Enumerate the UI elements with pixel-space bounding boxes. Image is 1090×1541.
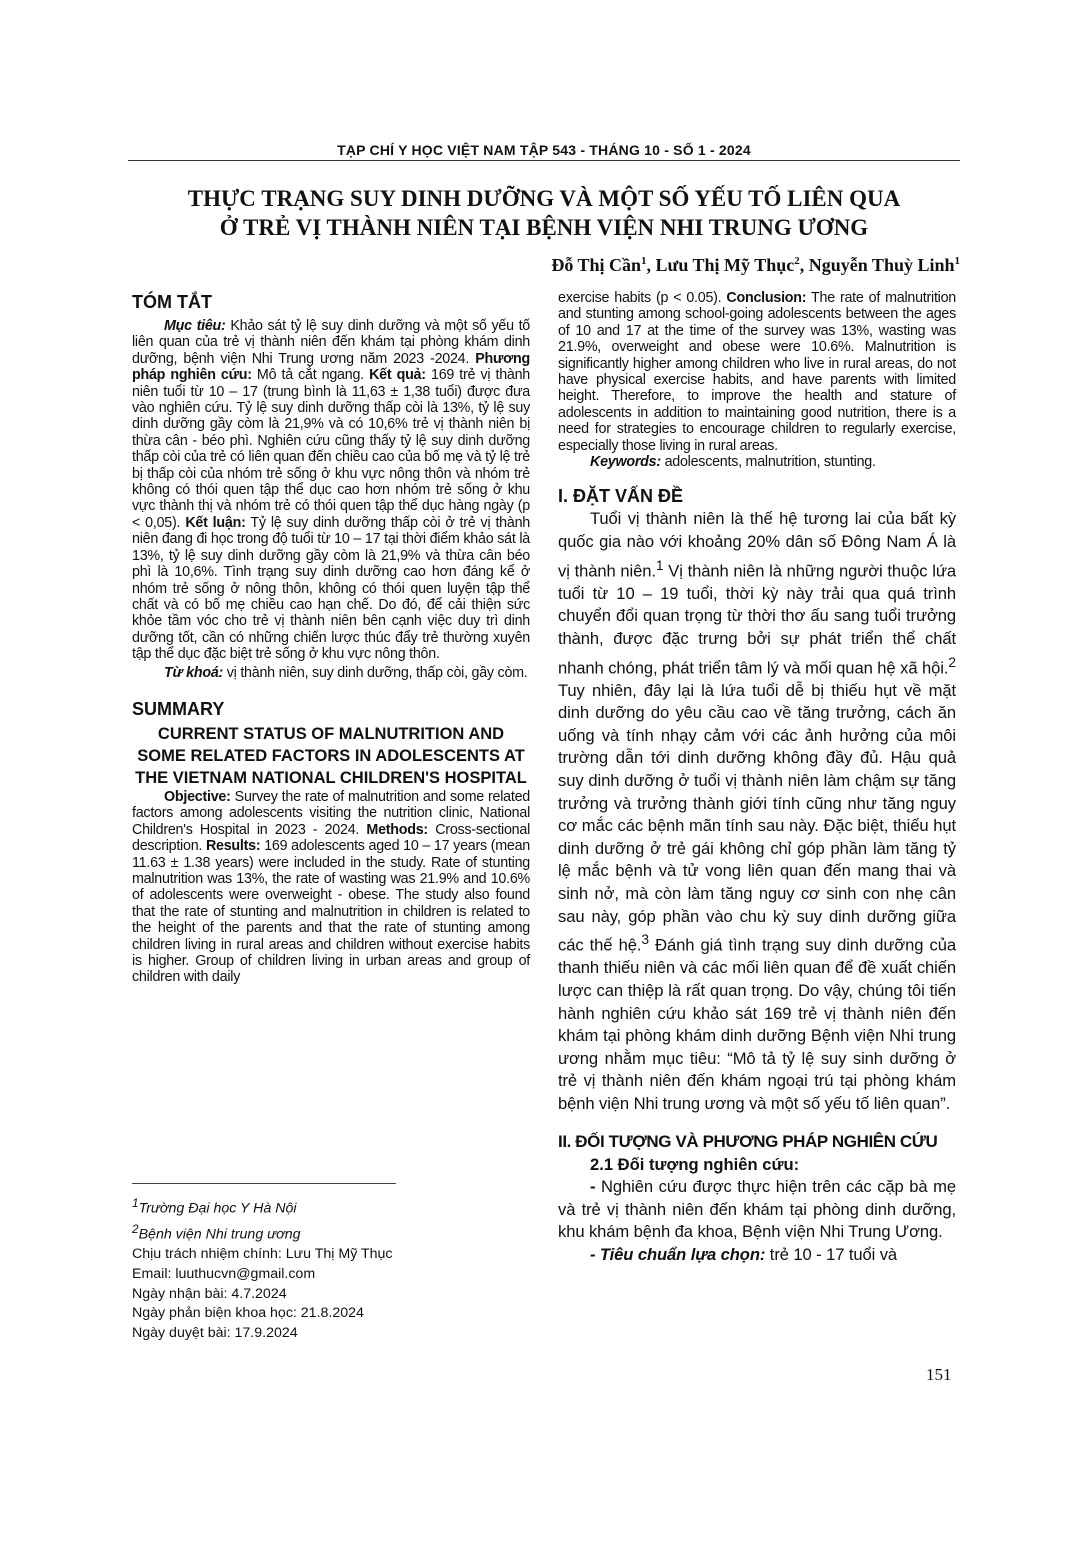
objective-label-en: Objective: <box>164 788 231 805</box>
author-name: Đỗ Thị Cần <box>551 255 642 275</box>
section-2-text: Nghiên cứu được thực hiện trên các cặp bà mẹ và trẻ vị thành niên đến khám tại phòng dinh dưỡng, khu khám bệnh đa khoa, Bệnh viện Nhi Trung Ương. <box>558 1177 956 1242</box>
affiliation-mark: 2 <box>132 1221 139 1236</box>
responsible-author: Chịu trách nhiệm chính: Lưu Thị Mỹ Thục <box>132 1246 393 1263</box>
contact-email: Email: luuthucvn@gmail.com <box>132 1265 316 1282</box>
author-list <box>551 255 960 276</box>
conclusion-label-vi: Kết luận: <box>185 514 246 531</box>
methods-text-vi: Mô tả cắt ngang. <box>251 367 370 384</box>
results-text-en: 169 adolescents aged 10 – 17 years (mean 11.63 ± 1.38 years) were included in the study. Rate of stunting malnutrition was 13%, the rate of wasting was 21.9% and 10.6% of adolescents were overweight - obese. The study also found that the rate of stunting and malnutrition in children is related to the height of the parents and that the rate of stunting among children living in rural areas and children without exercise habits is higher. Group of children living in urban areas and group of children with daily <box>132 838 530 986</box>
methods-text-en: Cross-sectional description. <box>132 821 531 855</box>
section-2-paragraph-1 <box>558 1176 956 1244</box>
objective-label-vi: Mục tiêu: <box>164 318 226 334</box>
affiliation-text: Bệnh viện Nhi trung ương <box>138 1226 301 1243</box>
journal-header: TẠP CHÍ Y HỌC VIỆT NAM TẬP 543 - THÁNG 10 - SỐ 1 - 2024 <box>337 142 751 158</box>
selection-criteria-label: - Tiêu chuẩn lựa chọn: <box>590 1244 766 1264</box>
results-text-en-cont: exercise habits (p < 0.05). <box>558 290 727 306</box>
section-1-text: Tuổi vị thành niên là thế hệ tương lai của bất kỳ quốc gia nào với khoảng 20% dân số Đông Nam Á là vị thành niên. <box>558 509 956 581</box>
methods-label-vi: Phương pháp nghiên cứu: <box>132 350 530 384</box>
affiliation-mark: 1 <box>132 1196 139 1210</box>
conclusion-text-vi: Tỷ lệ suy dinh dưỡng thấp còi ở trẻ vị thành niên đang đi học trong độ tuổi từ 10 – 17 tại thời điểm khảo sát là 13%, tỷ lệ suy dinh dưỡng gầy còm là 21,9% và thừa cân béo phì là 10,6%. Tình trạng suy dinh dưỡng cao hơn đáng kể ở nhóm trẻ sống ở nông thôn, không có thói quen luyện tập thể chất và có bố mẹ chiều cao hạn chế. Do đó, để cải thiện sức khỏe tầm vóc cho trẻ vị thành niên bên cạnh việc duy trì dinh dưỡng tốt, cần có những chiến lược thúc đẩy trẻ thường xuyên tập thể dục đặc biệt trẻ sống ở khu vực nông thôn. <box>132 514 530 663</box>
author-affiliation: 2 <box>794 255 800 267</box>
keywords-en <box>558 454 956 470</box>
author-separator: , <box>799 255 809 275</box>
author-name: Lưu Thị Mỹ Thục <box>655 255 795 275</box>
summary-heading: SUMMARY <box>132 698 225 719</box>
author-name: Nguyễn Thuỳ Linh <box>808 255 955 275</box>
section-1-body <box>558 508 956 1115</box>
right-column <box>558 290 956 1266</box>
keywords-text-vi: vị thành niên, suy dinh dưỡng, thấp còi, gầy còm. <box>223 664 528 681</box>
reference-mark: 3 <box>641 931 649 948</box>
dash-marker: - <box>590 1177 602 1197</box>
left-column <box>132 290 530 986</box>
page-number: 151 <box>926 1365 952 1384</box>
results-label-en: Results: <box>205 838 261 855</box>
section-2-heading: II. ĐỐI TƯỢNG VÀ PHƯƠNG PHÁP NGHIÊN CỨU <box>558 1131 938 1151</box>
section-1-text: Vị thành niên là những người thuộc lứa tuổi từ 10 – 19 tuổi, thời kỳ này trải qua quá trình chuyển đổi quan trọng từ thời thơ ấu sang tuổi trưởng thành, được đặc trưng bởi sự phát triển thể chất nhanh chóng, phát triển tâm lý và mối quan hệ xã hội. <box>558 561 957 678</box>
footnote-rule <box>132 1183 396 1184</box>
title-line-1: THỰC TRẠNG SUY DINH DƯỠNG VÀ MỘT SỐ YẾU TỐ LIÊN QUA <box>187 186 901 211</box>
keywords-label-en: Keywords: <box>590 454 661 471</box>
title-line-2: Ở TRẺ VỊ THÀNH NIÊN TẠI BỆNH VIỆN NHI TRUNG ƯƠNG <box>219 215 869 240</box>
objective-text-en: Survey the rate of malnutrition and some related factors among adolescents visiting the nutrition clinic, National Children's Hospital in 2023 - 2024. <box>132 788 530 838</box>
affiliation-1 <box>132 1194 532 1220</box>
section-2-1-heading: 2.1 Đối tượng nghiên cứu: <box>590 1154 800 1174</box>
section-2-paragraph-2 <box>558 1244 956 1267</box>
section-1-heading: I. ĐẶT VẤN ĐỀ <box>558 486 684 507</box>
affiliation-text: Trường Đại học Y Hà Nội <box>138 1200 297 1217</box>
methods-label-en: Methods: <box>366 821 428 838</box>
reference-mark: 2 <box>948 653 956 670</box>
section-1-text: Đánh giá tình trạng suy dinh dưỡng của thanh thiếu niên và các mối liên quan để đề xuất chiến lược can thiệp là rất quan trọng. Do vậy, chúng tôi tiến hành nghiên cứu khảo sát 169 trẻ vị thành niên đến khám tại phòng khám dinh dưỡng Bệnh viện Nhi trung ương nhằm mục tiêu: “Mô tả tỷ lệ suy sinh dưỡng ở trẻ vị thành niên đến khám ngoại trú tại phòng khám bệnh viện Nhi trung ương và một số yếu tố liên quan”. <box>558 935 956 1113</box>
author-affiliation: 1 <box>641 255 647 267</box>
conclusion-text-en: The rate of malnutrition and stunting among school-going adolescents between the ages of 10 and 17 at the time of the survey was 13%, wasting was 21.9%, overweight and obese were 10.6%. Malnutrition is significantly higher among children who live in rural areas, do not have physical exercise habits, and have parents with limited height. Therefore, to improve the health and stature of adolescents in addition to maintaining good nutrition, there is a need for strategies to encourage children to regularly exercise, especially those living in rural areas. <box>558 290 956 454</box>
section-1-text: Tuy nhiên, đây lại là lứa tuổi dễ bị thiếu hụt về mặt dinh dưỡng do yêu cầu cao về tăng trưởng, cách ăn uống và tính nhạy cảm với các ảnh hưởng của môi trường dẫn tới dinh dưỡng không đầy đủ. Hậu quả suy dinh dưỡng ở tuổi vị thành niên làm chậm sự tăng trưởng và trưởng thành giới tính cũng như tăng nguy cơ mắc các bệnh mãn tính sau này. Đặc biệt, thiếu hụt dinh dưỡng ở trẻ gái không chỉ góp phần làm tăng tỷ lệ mắc bệnh và tử vong liên quan đến mang thai và sinh nở, mà còn làm tăng nguy cơ sinh con nhẹ cân sau này, góp phần vào chu kỳ suy dinh dưỡng giữa các thế hệ. <box>558 680 956 955</box>
date-reviewed: Ngày phản biện khoa học: 21.8.2024 <box>132 1305 364 1322</box>
summary-abstract-continued <box>558 290 956 454</box>
affiliation-2 <box>132 1220 532 1246</box>
date-received: Ngày nhận bài: 4.7.2024 <box>132 1285 287 1302</box>
tomtat-abstract <box>132 318 530 663</box>
section-2-text: trẻ 10 - 17 tuổi và <box>765 1244 898 1264</box>
header-rule <box>128 160 960 161</box>
objective-text-vi: Khảo sát tỷ lệ suy dinh dưỡng và một số yếu tố liên quan của trẻ vị thành niên đến khám tại phòng khám dinh dưỡng, bệnh viện Nhi Trung ương năm 2023 -2024. <box>132 318 530 367</box>
date-accepted: Ngày duyệt bài: 17.9.2024 <box>132 1325 298 1342</box>
keywords-text-en: adolescents, malnutrition, stunting. <box>660 454 876 471</box>
keywords-label-vi: Từ khoá: <box>164 664 224 681</box>
summary-title: CURRENT STATUS OF MALNUTRITION AND SOME RELATED FACTORS IN ADOLESCENTS AT THE VIETNAM NATIONAL CHILDREN'S HOSPITAL <box>135 724 527 787</box>
conclusion-label-en: Conclusion: <box>726 290 807 306</box>
article-title <box>128 184 960 242</box>
footnotes <box>132 1194 532 1344</box>
keywords-vi <box>132 665 530 681</box>
author-separator: , <box>646 255 656 275</box>
tomtat-heading: TÓM TẮT <box>132 292 212 312</box>
summary-abstract <box>132 789 530 986</box>
reference-mark: 1 <box>655 556 664 573</box>
results-text-vi: 169 trẻ vị thành niên tuổi từ 10 – 17 (trung bình là 11,63 ± 1,38 tuổi) được đưa vào nghiên cứu. Tỷ lệ suy dinh dưỡng thấp còi là 13%, tỷ lệ suy dinh dưỡng gầy còm là 21,9% và có 10,6% trẻ vị thành niên bị thừa cân - béo phì. Nghiên cứu cũng thấy tỷ lệ suy dinh dưỡng thấp còi của trẻ có liên quan đến chiều cao của bố mẹ và tỷ lệ trẻ bị thấp còi của nhóm trẻ sống ở khu vực nông thôn và nhóm trẻ không có thói quen tập thể dục cao hơn nhóm trẻ sống ở khu vực thành thị và nhóm trẻ có thói quen tập thể dục hàng ngày (p < 0,05). <box>132 367 530 531</box>
author-affiliation: 1 <box>954 255 960 267</box>
results-label-vi: Kết quả: <box>369 367 426 384</box>
